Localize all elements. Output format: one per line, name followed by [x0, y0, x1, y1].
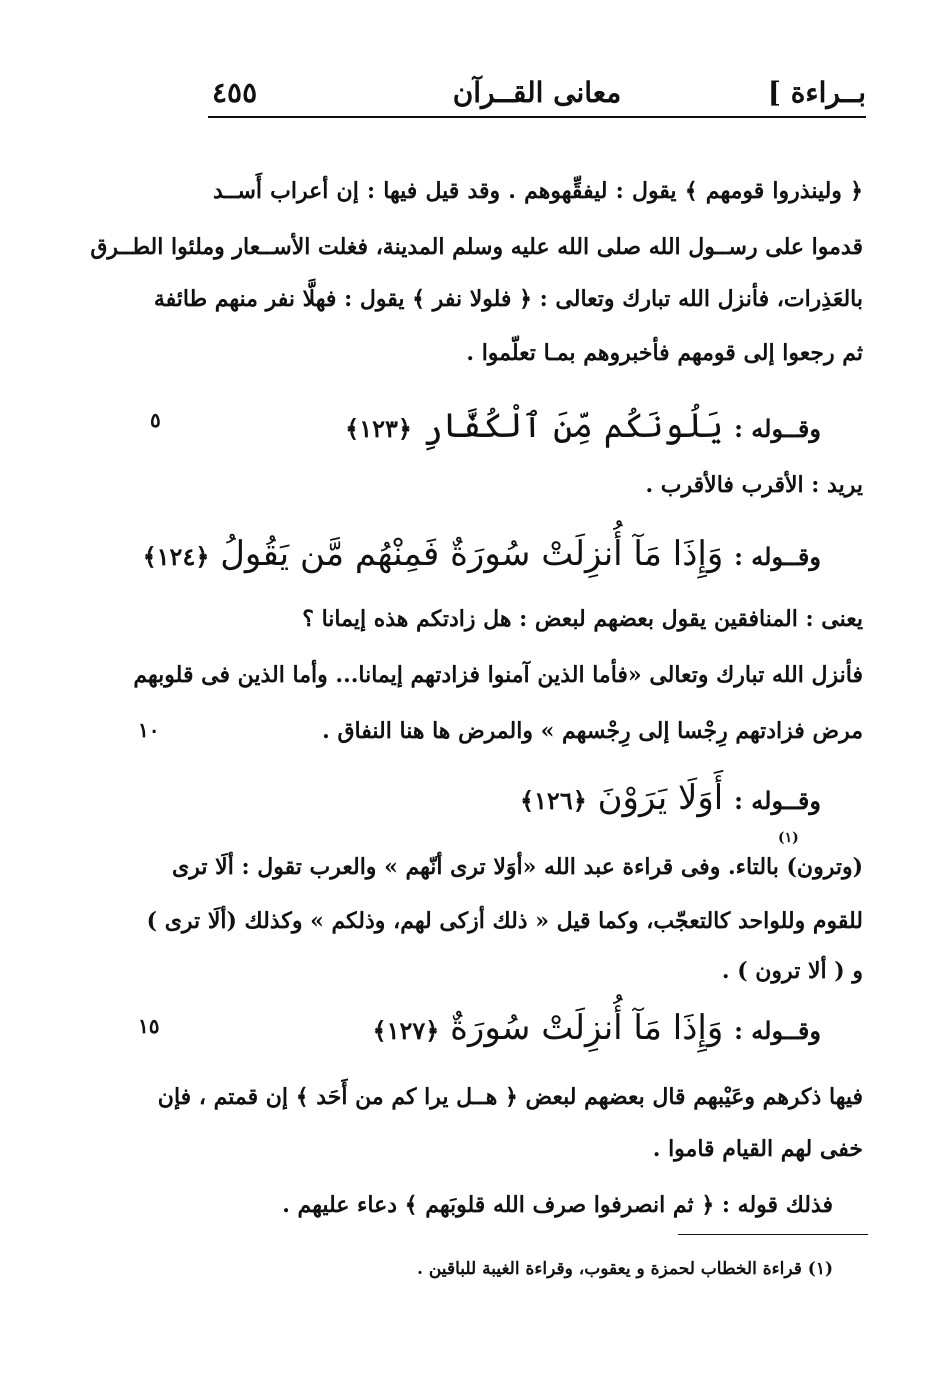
- verse-intro: وقــوله :: [734, 786, 821, 815]
- verse-number: ﴿١٢٤﴾: [142, 542, 210, 571]
- text-line: بالعَذِرات، فأنزل الله تبارك وتعالى : ﴿ فلولا نفر ﴾ يقول : فهلَّا نفر منهم طائفة: [153, 286, 863, 312]
- line-number: ١٠: [138, 718, 160, 742]
- text-line: ﴿ ولينذروا قومهم ﴾ يقول : ليفقِّهوهم . وقد قيل فيها : إن أعراب أَســد: [213, 178, 863, 204]
- text-line: للقوم وللواحد كالتعجّب، وكما قيل « ذلك أزكى لهم، وذلكم » وكذلك (ألَا ترى ): [146, 908, 863, 934]
- text-line: ثم رجعوا إلى قومهم فأخبروهم بمـا تعلّموا .: [466, 340, 863, 366]
- text-line: فيها ذكرهم وعَيْبهم قال بعضهم لبعض ﴿ هــل يرا كم من أَحَد ﴾ إن قمتم ، فإن: [157, 1084, 863, 1110]
- line-number: ٥: [150, 408, 161, 432]
- verse-number: ﴿١٢٧﴾: [372, 1016, 440, 1045]
- quran-verse: [201, 1006, 821, 1053]
- text-line: قدموا على رســول الله صلى الله عليه وسلم المدينة، فغلت الأســعار وملئوا الطــرق: [90, 234, 863, 260]
- verse-number: ﴿١٢٣﴾: [345, 414, 412, 443]
- text-line: يعنى : المنافقين يقول بعضهم لبعض : هل زادتكم هذه إيمانا ؟: [302, 606, 863, 632]
- verse-text: وَإِذَا مَآ أُنزِلَتْ سُورَةٌ فَمِنْهُم مَّن يَقُولُ: [220, 534, 724, 574]
- verse-intro: وقــوله :: [734, 1016, 821, 1045]
- page-number: ٤٥٥: [212, 76, 258, 109]
- verse-text: يَلُونَكُم مِّنَ ٱلْكُفَّارِ: [422, 406, 724, 446]
- quran-verse: [142, 532, 821, 579]
- verse-text: أَوَلَا يَرَوْنَ: [597, 778, 724, 818]
- text-line: (وترون) بالتاء. وفى قراءة عبد الله «أوَلا ترى أنّهم » والعرب تقول : ألَا ترى: [172, 854, 863, 880]
- page-header: [208, 72, 866, 118]
- text-line: خفى لهم القيام قاموا .: [652, 1136, 863, 1162]
- footnote-divider: [678, 1234, 868, 1235]
- verse-text: وَإِذَا مَآ أُنزِلَتْ سُورَةٌ: [450, 1008, 724, 1048]
- quran-verse: [201, 776, 821, 823]
- verse-intro: وقــوله :: [734, 542, 821, 571]
- verse-number: ﴿١٢٦﴾: [519, 786, 587, 815]
- text-line: مرض فزادتهم رِجْسا إلى رِجْسهم » والمرض ها هنا النفاق .: [322, 718, 863, 744]
- line-number: ١٥: [138, 1014, 160, 1038]
- verse-intro: وقــوله :: [734, 414, 821, 443]
- surah-name: بــراءة ]: [767, 76, 866, 109]
- text-line: فأنزل الله تبارك وتعالى «فأما الذين آمنوا فزادتهم إيمانا... وأما الذين فى قلوبهم: [133, 662, 863, 688]
- footnote-marker: (١): [778, 830, 799, 846]
- quran-verse: [201, 404, 821, 451]
- text-line: فذلك قوله : ﴿ ثم انصرفوا صرف الله قلوبَهم ﴾ دعاء عليهم .: [282, 1192, 833, 1218]
- text-line: يريد : الأقرب فالأقرب .: [645, 472, 863, 498]
- book-title: معانى القــرآن: [452, 76, 622, 109]
- footnote: (١) قراءة الخطاب لحمزة و يعقوب، وقراءة الغيبة للباقين .: [417, 1259, 833, 1279]
- text-line: و ( ألا ترون ) .: [721, 958, 863, 984]
